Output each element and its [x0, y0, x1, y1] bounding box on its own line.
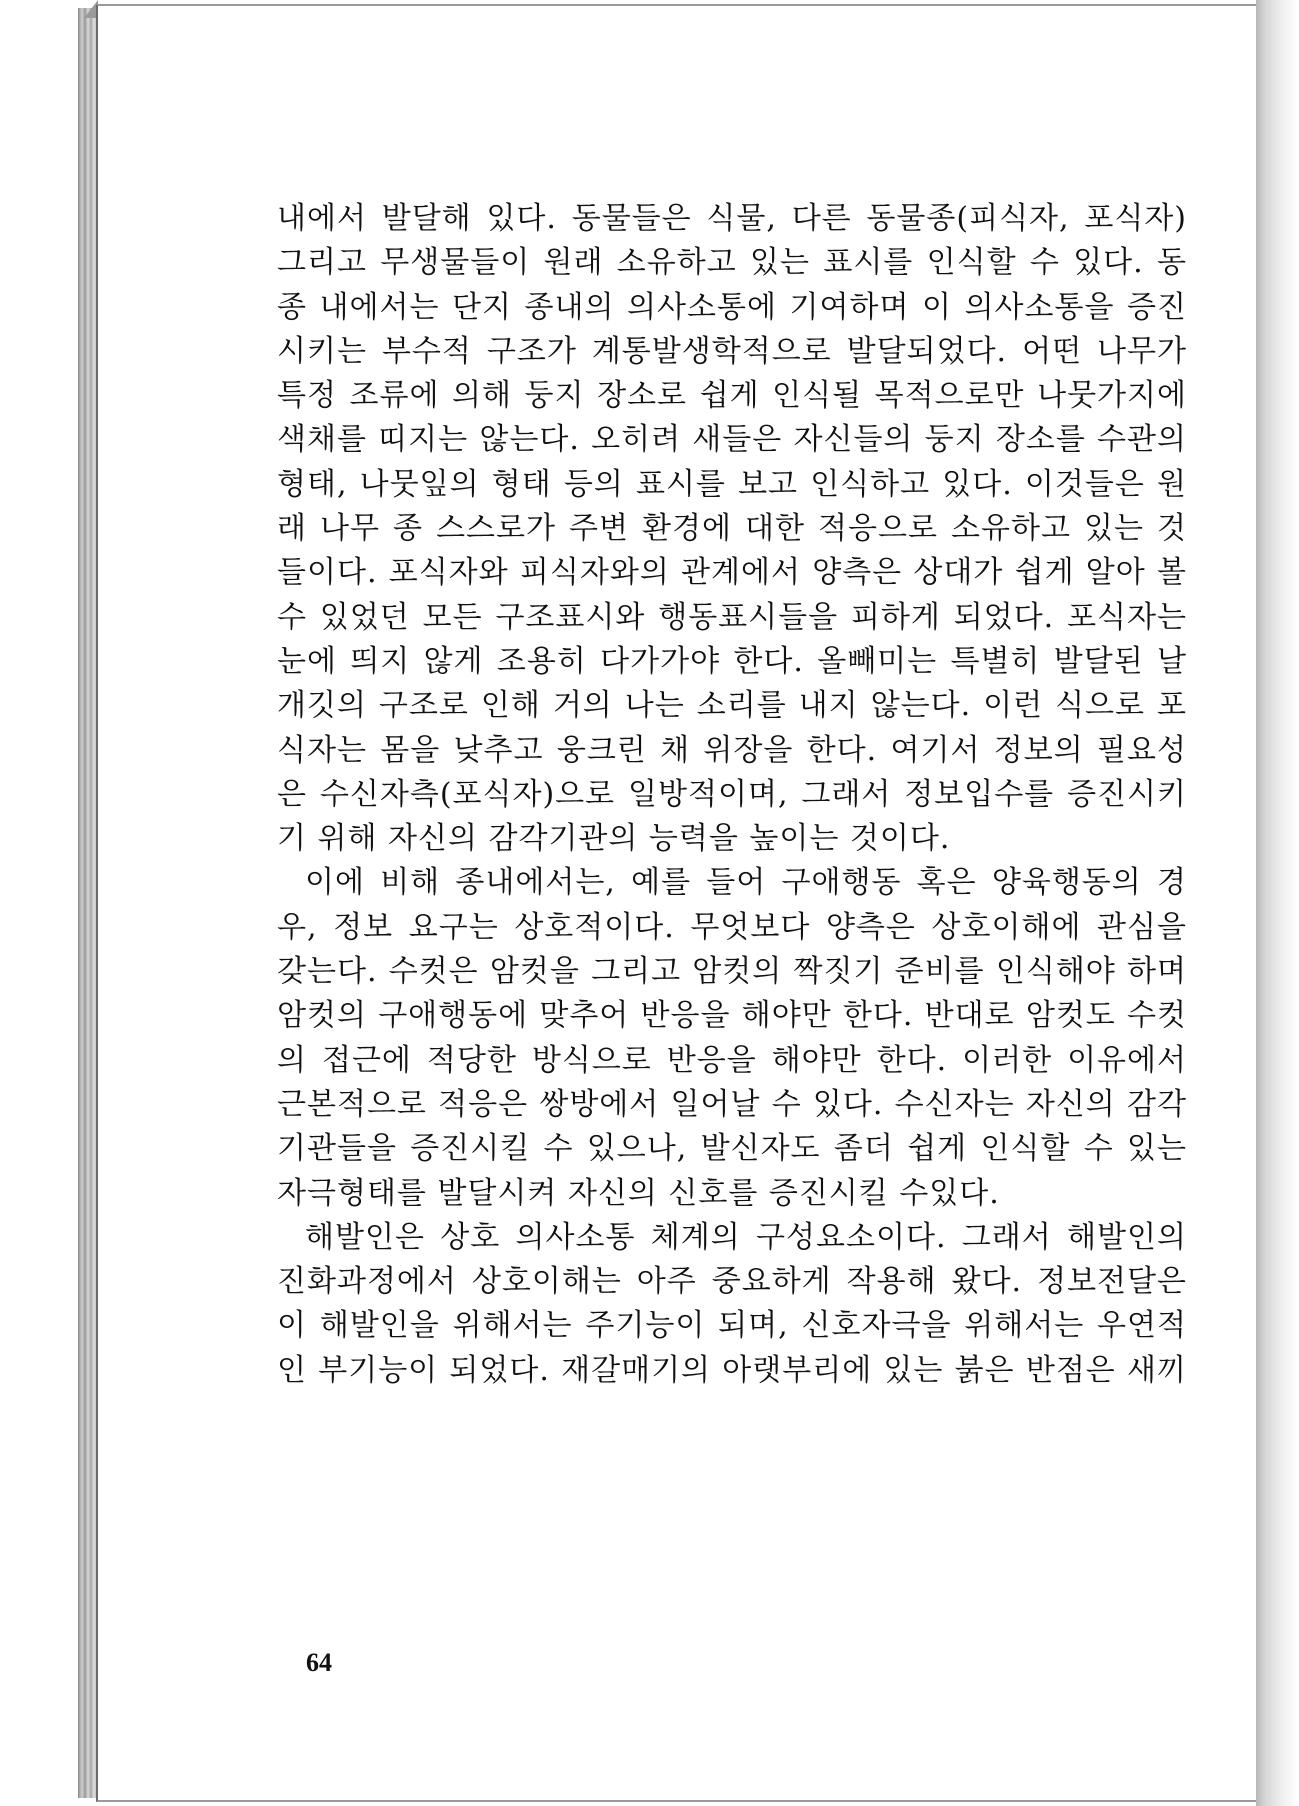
text-line: 그리고 무생물들이 원래 소유하고 있는 표시를 인식할 수 있다. 동 — [277, 245, 1187, 281]
text-line: 인 부기능이 되었다. 재갈매기의 아랫부리에 있는 붉은 반점은 새끼 — [277, 1352, 1187, 1388]
text-line: 진화과정에서 상호이해는 아주 중요하게 작용해 왔다. 정보전달은 — [277, 1264, 1187, 1300]
paragraph-start-line: 이에 비해 종내에서는, 예를 들어 구애행동 혹은 양육행동의 경 — [305, 865, 1187, 901]
text-line: 이 해발인을 위해서는 주기능이 되며, 신호자극을 위해서는 우연적 — [277, 1308, 1187, 1344]
text-line: 형태, 나뭇잎의 형태 등의 표시를 보고 인식하고 있다. 이것들은 원 — [277, 466, 1187, 502]
page-number: 64 — [306, 1648, 332, 1677]
text-line: 우, 정보 요구는 상호적이다. 무엇보다 양측은 상호이해에 관심을 — [277, 909, 1187, 945]
text-line: 들이다. 포식자와 피식자와의 관계에서 양측은 상대가 쉽게 알아 볼 — [277, 555, 1187, 591]
text-line: 의 접근에 적당한 방식으로 반응을 해야만 한다. 이러한 이유에서 — [277, 1042, 1187, 1078]
page-body-text — [277, 197, 1187, 1393]
text-line: 기 위해 자신의 감각기관의 능력을 높이는 것이다. — [277, 821, 951, 857]
text-line: 기관들을 증진시킬 수 있으나, 발신자도 좀더 쉽게 인식할 수 있는 — [277, 1131, 1187, 1167]
text-line: 특정 조류에 의해 둥지 장소로 쉽게 인식될 목적으로만 나뭇가지에 — [277, 378, 1187, 414]
text-line: 근본적으로 적응은 쌍방에서 일어날 수 있다. 수신자는 자신의 감각 — [277, 1086, 1187, 1122]
text-line: 은 수신자측(포식자)으로 일방적이며, 그래서 정보입수를 증진시키 — [277, 776, 1187, 812]
text-line: 식자는 몸을 낮추고 웅크린 채 위장을 한다. 여기서 정보의 필요성 — [277, 732, 1187, 768]
text-line: 종 내에서는 단지 종내의 의사소통에 기여하며 이 의사소통을 증진 — [277, 289, 1187, 325]
text-line: 자극형태를 발달시켜 자신의 신호를 증진시킬 수있다. — [277, 1175, 1000, 1211]
paragraph-start-line: 해발인은 상호 의사소통 체계의 구성요소이다. 그래서 해발인의 — [305, 1219, 1187, 1255]
text-line: 내에서 발달해 있다. 동물들은 식물, 다른 동물종(피식자, 포식자) — [277, 201, 1187, 236]
text-line: 개깃의 구조로 인해 거의 나는 소리를 내지 않는다. 이런 식으로 포 — [277, 688, 1187, 724]
text-line: 암컷의 구애행동에 맞추어 반응을 해야만 한다. 반대로 암컷도 수컷 — [277, 998, 1187, 1034]
text-line: 수 있었던 모든 구조표시와 행동표시들을 피하게 되었다. 포식자는 — [277, 599, 1187, 635]
text-line: 래 나무 종 스스로가 주변 환경에 대한 적응으로 소유하고 있는 것 — [277, 511, 1187, 547]
text-line: 시키는 부수적 구조가 계통발생학적으로 발달되었다. 어떤 나무가 — [277, 333, 1187, 369]
text-line: 색채를 띠지는 않는다. 오히려 새들은 자신들의 둥지 장소를 수관의 — [277, 422, 1187, 458]
text-line: 눈에 띄지 않게 조용히 다가가야 한다. 올빼미는 특별히 발달된 날 — [277, 643, 1187, 679]
text-line: 갖는다. 수컷은 암컷을 그리고 암컷의 짝짓기 준비를 인식해야 하며 — [277, 954, 1187, 990]
binding-shadow — [1256, 0, 1299, 1806]
